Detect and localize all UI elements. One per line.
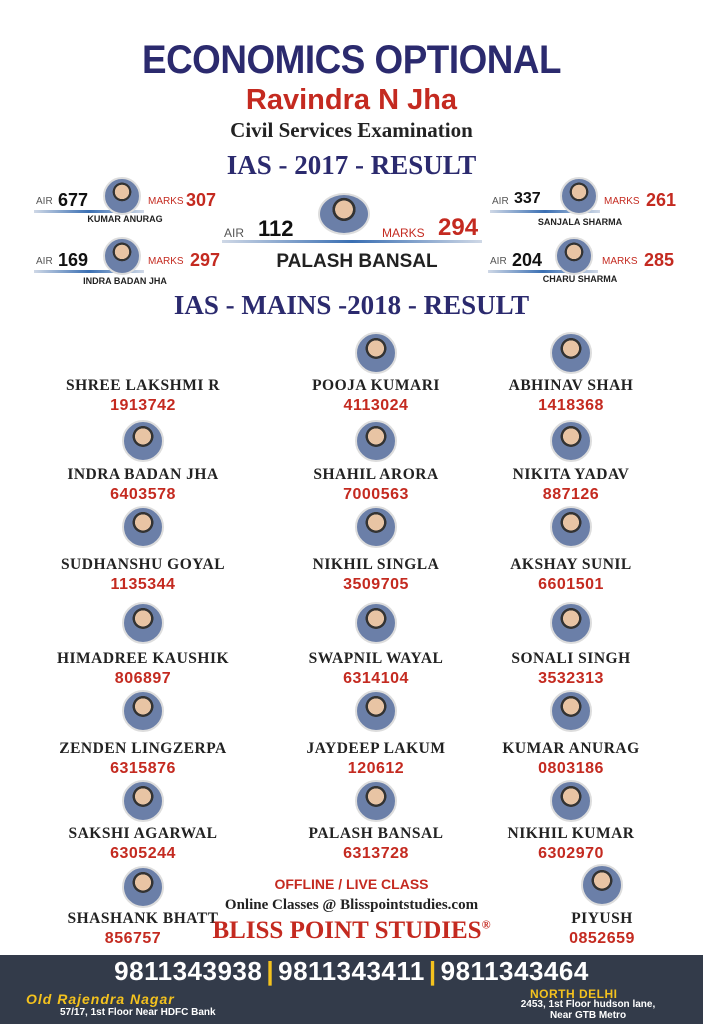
student-name: NIKHIL SINGLA — [312, 556, 440, 573]
marks-label: MARKS — [148, 256, 184, 267]
student-roll-number: 7000563 — [343, 486, 409, 503]
topper-name: SANJALA SHARMA — [537, 217, 623, 227]
student-roll-number: 887126 — [542, 486, 600, 503]
student-name: SHREE LAKSHMI R — [66, 377, 220, 394]
student-photo-icon — [355, 602, 397, 644]
student-name: NIKHIL KUMAR — [507, 825, 635, 842]
phone-separator: | — [266, 956, 275, 986]
marks-value: 297 — [190, 250, 221, 270]
student-photo-icon — [103, 237, 141, 275]
student-name: INDRA BADAN JHA — [67, 466, 219, 483]
address-right-line-1: 2453, 1st Floor hudson lane, — [520, 999, 656, 1010]
air-value: 169 — [58, 250, 89, 270]
student-photo-icon — [555, 237, 593, 275]
marks-value: 307 — [186, 190, 217, 210]
phone-number-2[interactable]: 9811343411 — [278, 956, 425, 986]
student-roll-number: 120612 — [347, 760, 405, 777]
student-photo-icon — [355, 506, 397, 548]
page-title: ECONOMICS OPTIONAL — [141, 38, 562, 82]
air-label: AIR — [36, 256, 53, 267]
student-roll-number: 806897 — [114, 670, 172, 687]
topper-name: CHARU SHARMA — [542, 274, 618, 284]
student-name: POOJA KUMARI — [312, 377, 440, 394]
student-name: SAKSHI AGARWAL — [68, 825, 218, 842]
student-roll-number: 1135344 — [110, 576, 176, 593]
student-photo-icon — [318, 193, 370, 235]
student-name: JAYDEEP LAKUM — [306, 740, 446, 757]
student-photo-icon — [122, 690, 164, 732]
student-name: SONALI SINGH — [511, 650, 631, 667]
air-value: 337 — [514, 190, 541, 207]
student-roll-number: 6313728 — [343, 845, 409, 862]
student-name: SHAHIL ARORA — [313, 466, 439, 483]
phone-separator: | — [428, 956, 437, 986]
topper-name-featured: PALASH BANSAL — [276, 251, 438, 272]
marks-label: MARKS — [148, 196, 184, 207]
air-label: AIR — [492, 196, 509, 207]
online-classes-link[interactable]: Online Classes @ Blisspointstudies.com — [224, 897, 479, 913]
offline-class-label: OFFLINE / LIVE CLASS — [274, 876, 429, 892]
section-title-2017: IAS - 2017 - RESULT — [226, 150, 477, 180]
student-name: HIMADREE KAUSHIK — [56, 650, 230, 667]
location-right: NORTH DELHI — [530, 987, 618, 1001]
student-roll-number: 6305244 — [110, 845, 176, 862]
marks-label: MARKS — [602, 256, 638, 267]
marks-label: MARKS — [382, 226, 425, 240]
student-photo-icon — [550, 602, 592, 644]
student-name: AKSHAY SUNIL — [510, 556, 632, 573]
student-roll-number: 3532313 — [538, 670, 604, 687]
air-label: AIR — [490, 256, 507, 267]
brand-name — [0, 917, 703, 945]
student-roll-number: 6314104 — [343, 670, 409, 687]
student-roll-number: 6403578 — [110, 486, 176, 503]
student-photo-icon — [550, 690, 592, 732]
student-roll-number: 0852659 — [569, 930, 635, 947]
student-roll-number: 3509705 — [343, 576, 409, 593]
student-roll-number: 6302970 — [538, 845, 604, 862]
student-photo-icon — [122, 420, 164, 462]
student-roll-number: 6315876 — [110, 760, 176, 777]
student-photo-icon — [550, 506, 592, 548]
student-name: PIYUSH — [571, 910, 633, 927]
air-value: 204 — [512, 250, 543, 270]
student-photo-icon — [355, 332, 397, 374]
air-label: AIR — [224, 226, 245, 240]
student-photo-icon — [550, 780, 592, 822]
address-right — [488, 999, 688, 1021]
air-label: AIR — [36, 196, 53, 207]
phone-number-1[interactable]: 9811343938 — [114, 956, 263, 986]
author-name: Ravindra N Jha — [245, 84, 458, 116]
registered-mark-icon: ® — [481, 917, 491, 932]
student-roll-number: 1913742 — [110, 397, 176, 414]
student-roll-number: 4113024 — [343, 397, 409, 414]
brand-text: BLISS POINT STUDIES — [212, 917, 482, 944]
location-left: Old Rajendra Nagar — [26, 991, 175, 1007]
marks-value: 294 — [438, 214, 479, 241]
phone-numbers — [0, 956, 703, 987]
topper-name: KUMAR ANURAG — [87, 214, 163, 224]
student-photo-icon — [355, 780, 397, 822]
student-photo-icon — [122, 602, 164, 644]
student-photo-icon — [122, 506, 164, 548]
marks-value: 261 — [646, 190, 677, 210]
address-left: 57/17, 1st Floor Near HDFC Bank — [60, 1007, 216, 1018]
student-name: PALASH BANSAL — [308, 825, 444, 842]
student-photo-icon — [122, 780, 164, 822]
student-photo-icon — [355, 690, 397, 732]
section-title-2018: IAS - MAINS -2018 - RESULT — [173, 290, 530, 320]
student-photo-icon — [560, 177, 598, 215]
phone-number-3[interactable]: 9811343464 — [440, 956, 589, 986]
topper-name: INDRA BADAN JHA — [83, 276, 167, 286]
air-value: 112 — [258, 216, 294, 241]
student-photo-icon — [550, 420, 592, 462]
student-name: SWAPNIL WAYAL — [308, 650, 444, 667]
address-right-line-2: Near GTB Metro — [549, 1010, 627, 1021]
student-photo-icon — [550, 332, 592, 374]
student-roll-number: 0803186 — [538, 760, 604, 777]
air-value: 677 — [58, 190, 89, 210]
student-roll-number: 6601501 — [538, 576, 604, 593]
student-name: SUDHANSHU GOYAL — [60, 556, 226, 573]
student-name: ABHINAV SHAH — [508, 377, 634, 394]
student-name: ZENDEN LINGZERPA — [59, 740, 227, 757]
marks-value: 285 — [644, 250, 675, 270]
student-photo-icon — [103, 177, 141, 215]
student-roll-number: 1418368 — [538, 397, 604, 414]
student-name: SHASHANK BHATT — [67, 910, 219, 927]
student-name: NIKITA YADAV — [512, 466, 630, 483]
exam-name: Civil Services Examination — [230, 118, 473, 142]
student-name: KUMAR ANURAG — [502, 740, 640, 757]
student-roll-number: 856757 — [104, 930, 162, 947]
marks-label: MARKS — [604, 196, 640, 207]
student-photo-icon — [355, 420, 397, 462]
